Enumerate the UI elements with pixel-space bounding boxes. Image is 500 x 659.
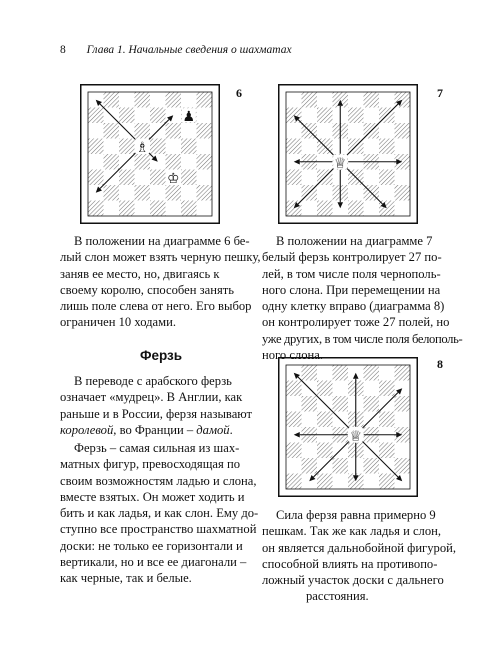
dark-square <box>317 201 333 217</box>
dark-square <box>135 92 151 108</box>
text-line: вертикали, но и все ее диагонали – <box>60 555 247 570</box>
dark-square <box>181 201 197 217</box>
dark-square <box>379 474 395 490</box>
dark-square <box>88 201 104 217</box>
text-line: матных фигур, превосходящая по <box>60 457 240 472</box>
dark-square <box>104 154 120 170</box>
text-line: Ферзь – самая сильная из шах- <box>74 441 240 455</box>
dark-square <box>302 92 318 108</box>
dark-square <box>379 443 395 459</box>
diagram-6-number: 6 <box>236 86 242 100</box>
text-line: как черные, так и белые. <box>60 571 192 586</box>
dark-square <box>150 170 166 186</box>
right-paragraph-1 <box>262 233 463 363</box>
dark-square <box>88 108 104 124</box>
text-line: вместе взятых. Он может ходить и <box>60 489 245 504</box>
text-line: он контролирует тоже 27 полей, но <box>262 315 450 330</box>
diagram-8-number: 8 <box>437 357 443 371</box>
dark-square <box>317 108 333 124</box>
white-king-icon: ♔ <box>166 170 180 187</box>
dark-square <box>88 170 104 186</box>
text-line: одну клетку вправо (диаграмма 8) <box>262 299 445 314</box>
dark-square <box>150 108 166 124</box>
text-line: расстояния. <box>306 589 369 604</box>
dark-square <box>379 170 395 186</box>
dark-square <box>348 108 364 124</box>
text-fragment: , во Франции – <box>113 422 197 437</box>
section-heading: Ферзь <box>139 348 183 363</box>
dark-square <box>119 139 135 155</box>
dark-square <box>150 201 166 217</box>
italic-word: дамой <box>196 422 230 437</box>
text-line: пешкам. Так же как ладья и слон, <box>262 524 442 539</box>
dark-square <box>166 154 182 170</box>
white-queen-icon: ♕ <box>333 155 347 172</box>
dark-square <box>317 381 333 397</box>
dark-square <box>150 139 166 155</box>
dark-square <box>119 170 135 186</box>
text-line: лишь поле слева от него. Его выбор <box>60 299 252 314</box>
dark-square <box>104 185 120 201</box>
dark-square <box>286 474 302 490</box>
white-queen-icon: ♕ <box>349 428 363 445</box>
text-line: В положении на диаграмме 7 <box>276 234 433 248</box>
text-line: своим возможностям ладью и слона, <box>60 473 257 488</box>
dark-square <box>302 396 318 412</box>
page-header <box>60 44 292 56</box>
text-line: лый слон может взять черную пешку, <box>60 250 261 265</box>
dark-square <box>104 92 120 108</box>
diagram-7-number: 7 <box>437 86 443 100</box>
dark-square <box>364 365 380 381</box>
dark-square <box>395 123 411 139</box>
dark-square <box>104 123 120 139</box>
text-line: доски: не только ее горизонтали и <box>60 538 243 553</box>
chapter-title: Глава 1. Начальные сведения о шахматах <box>86 44 292 56</box>
dark-square <box>302 365 318 381</box>
dark-square <box>181 170 197 186</box>
dark-square <box>286 412 302 428</box>
dark-square <box>364 396 380 412</box>
italic-word: королевой <box>60 422 114 437</box>
dark-square <box>197 92 213 108</box>
text-line: бить и как ладья, и как слон. Ему до- <box>60 506 259 521</box>
dark-square <box>395 365 411 381</box>
dark-square <box>166 123 182 139</box>
dark-square <box>197 123 213 139</box>
text-line: В переводе с арабского ферзь <box>74 374 232 388</box>
text-line: ного слона. <box>262 348 323 363</box>
text-line: он является дальнобойной фигурой, <box>262 540 456 555</box>
dark-square <box>348 201 364 217</box>
dark-square <box>364 458 380 474</box>
diagram-7 <box>278 84 418 224</box>
left-paragraph-2 <box>60 373 262 438</box>
dark-square <box>379 139 395 155</box>
dark-square <box>333 458 349 474</box>
text-line: ступно все пространство шахматной <box>60 522 257 537</box>
dark-square <box>197 154 213 170</box>
dark-square <box>395 396 411 412</box>
dark-square <box>286 139 302 155</box>
text-line: раньше и в России, ферзя называют <box>60 406 253 421</box>
text-line: Сила ферзя равна примерно 9 <box>276 508 436 522</box>
dark-square <box>197 185 213 201</box>
dark-square <box>317 412 333 428</box>
page-number: 8 <box>60 44 66 56</box>
text-line: заняв ее место, но, двигаясь к <box>60 266 220 281</box>
dark-square <box>333 396 349 412</box>
text-line: ограничен 10 ходами. <box>60 315 176 330</box>
dark-square <box>166 185 182 201</box>
dark-square <box>286 170 302 186</box>
dark-square <box>379 381 395 397</box>
text-line: означает «мудрец». В Англии, как <box>60 390 243 405</box>
dark-square <box>135 154 151 170</box>
dark-square <box>286 381 302 397</box>
text-line: ложный участок доски с дальнего <box>262 573 444 588</box>
text-fragment: . <box>229 422 233 437</box>
white-bishop-icon: ♗ <box>135 139 149 156</box>
text-line: В положении на диаграмме 6 бе- <box>74 234 250 248</box>
text-line: своему королю, способен занять <box>60 282 234 297</box>
diagram-8 <box>278 357 418 497</box>
dark-square <box>379 412 395 428</box>
dark-square <box>181 139 197 155</box>
left-paragraph-1 <box>60 233 262 331</box>
dark-square <box>135 185 151 201</box>
text-line: способной влиять на противопо- <box>262 556 438 571</box>
dark-square <box>166 92 182 108</box>
dark-square <box>88 139 104 155</box>
text-line <box>60 422 262 438</box>
dark-square <box>135 123 151 139</box>
dark-square <box>395 458 411 474</box>
black-pawn-icon: ♟ <box>182 108 196 125</box>
diagram-6 <box>80 84 220 224</box>
text-line: ного слона. При перемещении на <box>262 282 441 297</box>
text-line: лей, в том числе поля чернополь- <box>262 266 441 281</box>
dark-square <box>286 443 302 459</box>
dark-square <box>364 92 380 108</box>
text-line: белый ферзь контролирует 27 по- <box>262 250 442 265</box>
right-paragraph-2 <box>262 507 456 605</box>
dark-square <box>302 458 318 474</box>
dark-square <box>317 474 333 490</box>
left-paragraph-3 <box>60 440 262 587</box>
dark-square <box>333 365 349 381</box>
dark-square <box>395 185 411 201</box>
text-line: уже других, в том числе поля белополь- <box>262 331 463 346</box>
dark-square <box>317 443 333 459</box>
dark-square <box>119 201 135 217</box>
dark-square <box>119 108 135 124</box>
